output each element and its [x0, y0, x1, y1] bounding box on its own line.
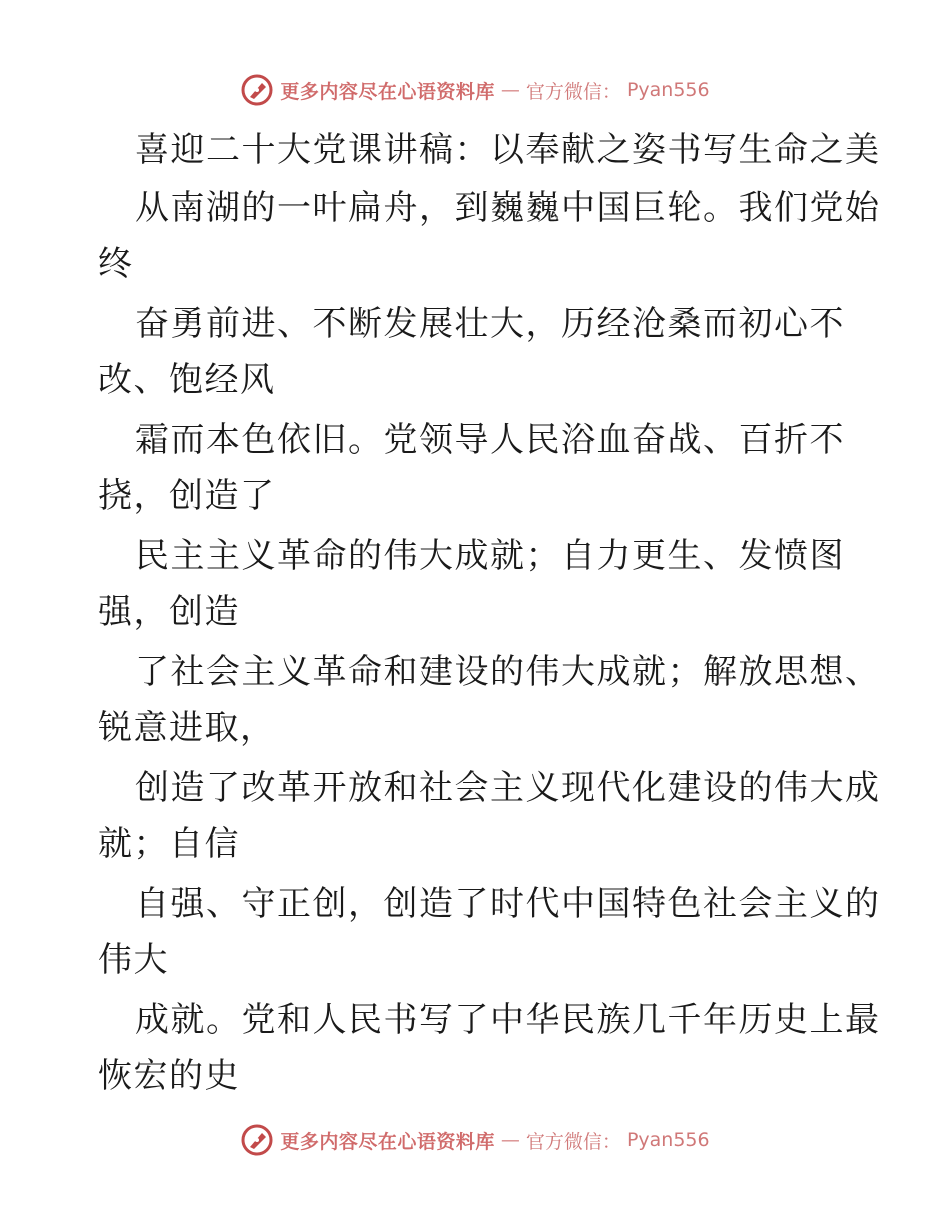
- paragraph-line: 民主主义革命的伟大成就；自力更生、发愤图: [135, 536, 845, 576]
- paragraph-line: 伟大: [98, 940, 169, 980]
- watermark-text: 更多内容尽在心语资料库: [280, 80, 495, 103]
- pen-nib-logo-icon: [240, 1123, 274, 1157]
- paragraph-line: 挠，创造了: [98, 476, 276, 516]
- paragraph-line: 成就。党和人民书写了中华民族几千年历史上最: [135, 1000, 881, 1040]
- document-title: 喜迎二十大党课讲稿：以奉献之姿书写生命之美: [135, 130, 881, 170]
- paragraph-line: 改、饱经风: [98, 360, 276, 400]
- watermark-id: Pyan556: [626, 1129, 710, 1151]
- paragraph-line: 霜而本色依旧。党领导人民浴血奋战、百折不: [135, 420, 845, 460]
- header-watermark: [0, 70, 950, 110]
- paragraph-line: 锐意进取，: [98, 708, 276, 748]
- footer-watermark: [0, 1120, 950, 1160]
- paragraph-line: 终: [98, 244, 134, 284]
- paragraph-line: 了社会主义革命和建设的伟大成就；解放思想、: [135, 652, 881, 692]
- watermark-label: 官方微信：: [525, 80, 621, 103]
- paragraph-line: 就；自信: [98, 824, 240, 864]
- pen-nib-logo-icon: [240, 73, 274, 107]
- watermark-label: 官方微信：: [525, 1130, 621, 1153]
- paragraph-line: 恢宏的史: [98, 1056, 240, 1096]
- watermark-separator: —: [500, 1129, 520, 1151]
- watermark-id: Pyan556: [626, 79, 710, 101]
- paragraph-line: 奋勇前进、不断发展壮大，历经沧桑而初心不: [135, 304, 845, 344]
- paragraph-line: 从南湖的一叶扁舟，到巍巍中国巨轮。我们党始: [135, 188, 881, 228]
- watermark-separator: —: [500, 79, 520, 101]
- paragraph-line: 创造了改革开放和社会主义现代化建设的伟大成: [135, 768, 881, 808]
- watermark-text: 更多内容尽在心语资料库: [280, 1130, 495, 1153]
- paragraph-line: 强，创造: [98, 592, 240, 632]
- paragraph-line: 自强、守正创，创造了时代中国特色社会主义的: [135, 884, 881, 924]
